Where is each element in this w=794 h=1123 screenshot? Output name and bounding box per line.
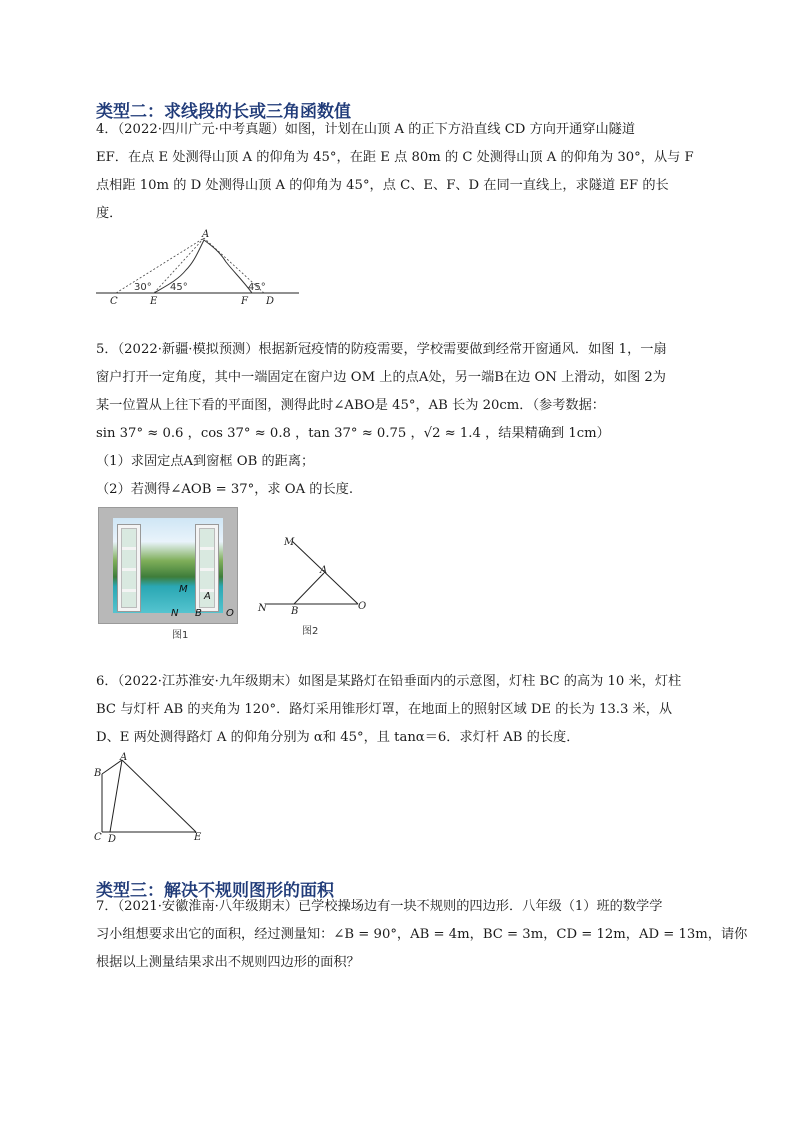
mountain-outline: [154, 240, 252, 293]
q6-label-b: B: [94, 768, 102, 779]
q4-line-1: 4．（2022·四川广元·中考真题）如图，计划在山顶 A 的正下方沿直线 CD 方向开通穿山隧道: [96, 122, 636, 137]
q4-line-2: EF．在点 E 处测得山顶 A 的仰角为 45°，在距 E 点 80m 的 C 处测得山顶 A 的仰角为 30°，从与 F: [96, 150, 694, 165]
question-4: [96, 116, 706, 228]
q6-line-2: BC 与灯杆 AB 的夹角为 120°．路灯采用锥形灯罩，在地面上的照射区域 DE 的长为 13.3 米，从: [96, 702, 673, 717]
q6-label-a: A: [120, 752, 128, 763]
q6-line-1: 6．（2022·江苏淮安·九年级期末）如图是某路灯在铅垂面内的示意图，灯柱 BC 的高为 10 米，灯柱: [96, 674, 682, 689]
q5-line-4: sin 37° ≈ 0.6 ，cos 37° ≈ 0.8 ，tan 37° ≈ 0.75 ，√2 ≈ 1.4 ，结果精确到 1cm）: [96, 426, 610, 441]
q6-label-e: E: [194, 832, 202, 843]
angle-30: 30°: [134, 282, 152, 293]
q5-line-5: （1）求固定点A到窗框 OB 的距离；: [96, 454, 315, 469]
label-d: D: [266, 296, 275, 307]
q7-line-1: 7．（2021·安徽淮南·八年级期末）已学校操场边有一块不规则的四边形．八年级（1）班的数学学: [96, 899, 663, 914]
fig1-label-n: N: [171, 608, 179, 619]
fig2-label-b: B: [291, 606, 299, 617]
fig2-label-a: A: [320, 565, 328, 576]
q4-line-3: 点相距 10m 的 D 处测得山顶 A 的仰角为 45°，点 C、E、F、D 在同一直线上，求隧道 EF 的长: [96, 178, 669, 193]
question-7: [96, 893, 748, 977]
q5-line-6: （2）若测得∠AOB = 37°，求 OA 的长度.: [96, 482, 354, 497]
fig2-caption: 图2: [302, 626, 319, 637]
fig1-label-b: B: [195, 608, 202, 619]
fig2-label-n: N: [258, 603, 267, 614]
q5-line-2: 窗户打开一定角度，其中一端固定在窗户边 OM 上的点A处，另一端B在边 ON 上滑动，如图 2为: [96, 370, 666, 385]
fig1-label-a: A: [204, 591, 211, 602]
fig1-label-o: O: [226, 608, 234, 619]
q5-fig2-diagram: [254, 533, 374, 643]
q6-label-c: C: [94, 832, 102, 843]
angle-45-d: 45°: [248, 282, 266, 293]
window-pane-left: [117, 524, 141, 612]
section-title-type3: 类型三：解决不规则图形的面积: [96, 881, 334, 901]
fig2-label-m: M: [284, 537, 295, 548]
fig1-caption: 图1: [172, 630, 189, 641]
q6-line-3: D、E 两处测得路灯 A 的仰角分别为 α和 45°，且 tanα＝6．求灯杆 AB 的长度．: [96, 730, 580, 745]
section-title-type2: 类型二：求线段的长或三角函数值: [96, 102, 351, 122]
window-photo: [98, 507, 238, 624]
label-c: C: [110, 296, 118, 307]
label-a: A: [202, 229, 210, 240]
label-f: F: [241, 296, 248, 307]
q4-line-4: 度．: [96, 206, 123, 221]
angle-45-e: 45°: [170, 282, 188, 293]
q4-mountain-figure: [94, 228, 304, 308]
label-e: E: [150, 296, 158, 307]
question-6: [96, 668, 706, 752]
q5-line-1: 5．（2022·新疆·模拟预测）根据新冠疫情的防疫需要，学校需要做到经常开窗通风．如图 1，一扇: [96, 342, 667, 357]
q6-streetlight-figure: [92, 752, 212, 844]
fig1-label-m: M: [179, 584, 188, 595]
question-5: [96, 336, 706, 504]
fig2-label-o: O: [358, 601, 367, 612]
q7-line-2: 习小组想要求出它的面积，经过测量知：∠B = 90°，AB = 4m，BC = 3m，CD = 12m，AD = 13m，请你: [96, 927, 748, 942]
q7-line-3: 根据以上测量结果求出不规则四边形的面积？: [96, 955, 360, 970]
q5-line-3: 某一位置从上往下看的平面图，测得此时∠ABO是 45°，AB 长为 20cm．（参考数据：: [96, 398, 605, 413]
q6-label-d: D: [108, 834, 117, 844]
